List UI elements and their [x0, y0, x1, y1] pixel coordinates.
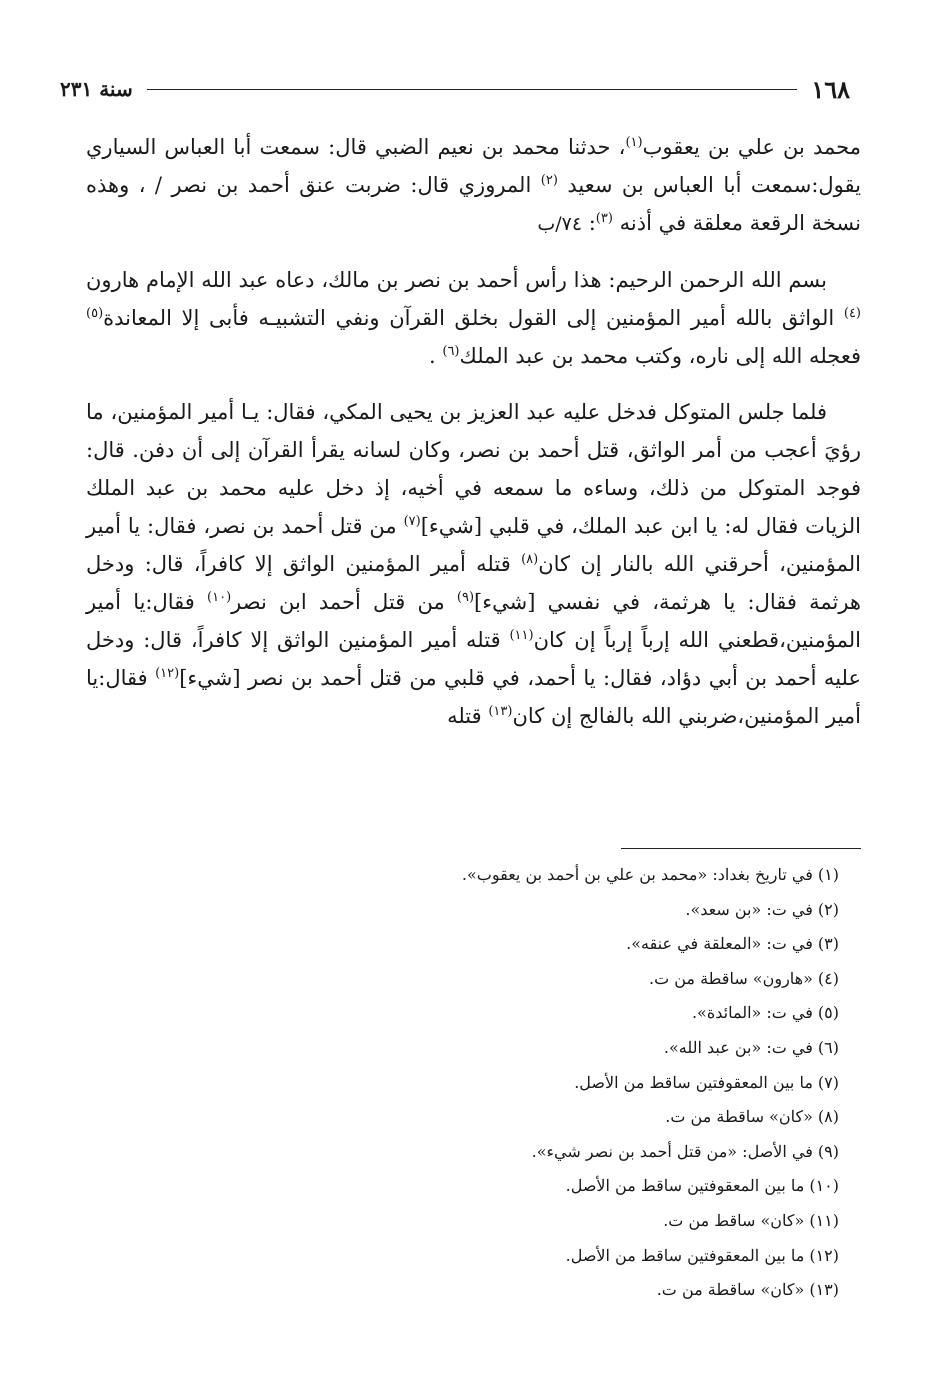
footnote-number: (٣) — [817, 934, 839, 954]
footnote-text: ما بين المعقوفتين ساقط من الأصل. — [565, 1245, 805, 1265]
footnote-number: (١١) — [809, 1210, 839, 1230]
footnote-item — [139, 1066, 839, 1101]
main-text — [86, 128, 861, 753]
footnote-text: في تاريخ بغداد: «محمد بن علي بن أحمد بن يعقوب». — [461, 865, 813, 884]
footnote-ref[interactable]: (١٢) — [155, 666, 180, 681]
footnote-number: (٥) — [817, 1003, 839, 1023]
footnote-number: (٩) — [817, 1141, 839, 1161]
footnote-ref[interactable]: (٤) — [843, 306, 861, 321]
text-run: المروزي قال: ضربت عنق أحمد بن نصر / ، وهذه نسخة الرقعة معلقة في أذنه — [86, 173, 861, 235]
footnote-text: في ت: «المائدة». — [691, 1003, 813, 1023]
footnote-ref[interactable]: (٥) — [86, 306, 104, 321]
text-run: فقال:يا أمير المؤمنين،قطعني الله إرباً إرباً إن كان — [86, 590, 861, 652]
paragraph-1 — [86, 128, 861, 243]
footnote-text: في الأصل: «من قتل أحمد بن نصر شيء». — [531, 1141, 813, 1161]
text-run: . — [429, 344, 443, 368]
footnote-number: (١) — [817, 865, 839, 884]
footnote-number: (٤) — [817, 968, 839, 988]
footnote-ref[interactable]: (١١) — [509, 628, 534, 643]
footnote-item — [139, 962, 839, 997]
text-run: فلما جلس المتوكل فدخل عليه عبد العزيز بن يحيى المكي، فقال: يـا أمير المؤمنين، ما رؤيَ أعجب من أمر الواثق، قتل أحمد بن نصر، وكان لسانه يقرأ القرآن إلى أن دفن. قال: فوجد المتوكل من ذلك، وساءه ما سمعه في أخيه، إذ دخل عليه محمد بن عبد الملك الزيات فقال له: يا ابن عبد الملك، في قلبي [شيء] — [86, 400, 861, 538]
footnote-separator — [621, 848, 861, 849]
footnote-number: (٧) — [817, 1072, 839, 1092]
footnote-item — [139, 1135, 839, 1170]
running-header — [60, 72, 850, 106]
text-run: فقال:يا أمير المؤمنين،ضربني الله بالفالج إن كان — [86, 666, 861, 728]
text-run: من قتل أحمد بن نصر، فقال: يا أمير المؤمنين، أحرقني الله بالنار إن كان — [86, 514, 861, 576]
text-run: محمد بن علي بن يعقوب — [642, 135, 861, 159]
footnote-item — [139, 996, 839, 1031]
footnote-ref[interactable]: (٢) — [540, 173, 558, 188]
footnote-ref[interactable]: (٧) — [403, 514, 421, 529]
text-run: فعجله الله إلى ناره، وكتب محمد بن عبد الملك — [459, 344, 861, 368]
footnote-text: ما بين المعقوفتين ساقط من الأصل. — [565, 1176, 805, 1196]
footnotes-list — [139, 858, 839, 1308]
footnote-number: (٨) — [817, 1107, 839, 1127]
text-run: بسم الله الرحمن الرحيم: هذا رأس أحمد بن نصر بن مالك، دعاه عبد الله الإمام هارون — [86, 268, 827, 292]
footnote-ref[interactable]: (٣) — [595, 211, 613, 226]
text-run: قتله — [447, 704, 489, 728]
footnote-ref[interactable]: (٦) — [442, 344, 460, 359]
text-run: ، حدثنا محمد بن نعيم الضبي قال: سمعت أبا العباس السياري يقول:سمعت أبا العباس بن سعيد — [86, 135, 861, 197]
text-run: قتله أمير المؤمنين الواثق إلا كافراً، قال: ودخل عليه أحمد بن أبي دؤاد، فقال: يا أحمد، في قلبي من قتل أحمد بن نصر [شيء] — [86, 628, 862, 690]
footnote-number: (٢) — [817, 899, 839, 919]
footnote-item — [139, 1204, 839, 1239]
paragraph-2 — [86, 261, 861, 375]
paragraph-3 — [86, 393, 861, 735]
text-run: قتله أمير المؤمنين الواثق إلا كافراً، قال: ودخل هرثمة فقال: يا هرثمة، في نفسي [شيء] — [86, 552, 862, 614]
manuscript-folio-marker: ٧٤/ب — [537, 213, 583, 235]
footnote-text: في ت: «بن عبد الله». — [663, 1037, 813, 1057]
footnote-text: «كان» ساقطة من ت. — [656, 1280, 805, 1300]
footnote-text: في ت: «بن سعد». — [685, 899, 813, 919]
footnote-number: (١٣) — [809, 1280, 839, 1300]
footnote-number: (٦) — [817, 1037, 839, 1057]
footnote-text: «كان» ساقطة من ت. — [665, 1107, 813, 1127]
running-title: سنة ٢٣١ — [60, 77, 133, 101]
footnote-number: (١٠) — [809, 1176, 839, 1196]
footnote-text: ما بين المعقوفتين ساقط من الأصل. — [574, 1072, 813, 1092]
footnote-item — [139, 893, 839, 928]
footnote-text: في ت: «المعلقة في عنقه». — [626, 934, 813, 954]
footnote-ref[interactable]: (٨) — [521, 552, 539, 567]
footnote-text: «هارون» ساقطة من ت. — [649, 968, 813, 988]
footnote-item — [139, 1273, 839, 1308]
text-run: الواثق بالله أمير المؤمنين إلى القول بخلق القرآن ونفي التشبيـه فأبى إلا المعاندة — [103, 306, 844, 330]
text-run: من قتل أحمد ابن نصر — [231, 590, 457, 614]
page-number: ١٦٨ — [811, 74, 850, 104]
footnote-item — [139, 858, 839, 893]
footnote-ref[interactable]: (١) — [625, 135, 643, 150]
footnote-item — [139, 1031, 839, 1066]
footnote-ref[interactable]: (١٣) — [488, 704, 513, 719]
footnote-ref[interactable]: (١٠) — [207, 590, 232, 605]
footnote-number: (١٢) — [809, 1245, 839, 1265]
footnote-item — [139, 1169, 839, 1204]
header-rule — [147, 89, 798, 90]
footnote-item — [139, 1100, 839, 1135]
text-run: : — [588, 211, 596, 235]
footnote-item — [139, 1239, 839, 1274]
footnote-ref[interactable]: (٩) — [456, 590, 475, 605]
footnote-item — [139, 927, 839, 962]
footnote-text: «كان» ساقط من ت. — [663, 1210, 805, 1230]
